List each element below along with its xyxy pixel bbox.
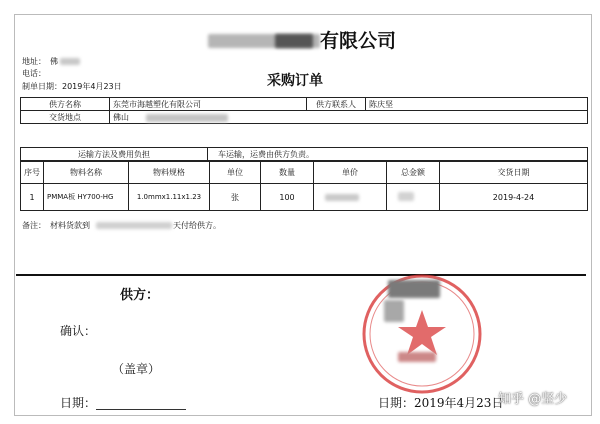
supplier-date-label: 日期： [60,396,97,410]
redacted-delivery-address [146,114,228,122]
col-total: 总金额 [387,162,440,184]
row-name: PMMA板 HY700-HG [44,184,129,211]
signature-separator [16,274,586,276]
supplier-date-line [96,409,186,410]
col-date: 交货日期 [440,162,588,184]
redacted-stamp-text [388,280,440,298]
supplier-sign-label: 供方： [120,288,160,303]
delivery-label: 交货地点 [21,111,110,124]
redacted-stamp-bottom [398,352,436,362]
supplier-name-value: 东莞市海越塑化有限公司 [110,98,307,111]
redacted-remark-days [96,222,172,229]
row-unit: 张 [210,184,261,211]
supplier-contact-value: 陈庆坚 [366,98,588,111]
supplier-name-label: 供方名称 [21,98,110,111]
redacted-stamp-text-2 [384,300,404,322]
row-spec: 1.0mmx1.11x1.23 [129,184,210,211]
col-spec: 物料规格 [129,162,210,184]
remark-label: 备注： [22,221,46,230]
order-date: 制单日期：2019年4月23日 [22,82,122,91]
redacted-total [398,192,414,201]
transport-value: 车运输，运费由供方负责。 [208,148,588,161]
col-no: 序号 [21,162,44,184]
watermark: 知乎 @坚少 [498,392,568,407]
doc-title: 采购订单 [267,73,323,89]
phone-label: 电话： [22,69,46,78]
redacted-company-name-dark [275,34,313,48]
supplier-info-table [20,97,588,124]
redacted-price [325,194,359,201]
col-price: 单价 [314,162,387,184]
confirm-label: 确认： [60,324,97,338]
address-label: 地址： [22,57,46,66]
col-name: 物料名称 [44,162,129,184]
col-unit: 单位 [210,162,261,184]
supplier-contact-label: 供方联系人 [307,98,366,111]
remark-text-start: 材料货款到 [50,221,90,230]
col-qty: 数量 [261,162,314,184]
row-qty: 100 [261,184,314,211]
table-row [21,184,588,211]
seal-label: （盖章） [112,362,161,376]
items-table [20,161,588,211]
items-header-row [21,162,588,184]
redacted-address [60,58,80,65]
transport-label: 运输方法及费用负担 [21,148,208,161]
row-no: 1 [21,184,44,211]
row-date: 2019-4-24 [440,184,588,211]
transport-table [20,147,588,161]
company-suffix: 有限公司 [320,30,397,52]
delivery-value-text: 佛山 [113,112,129,122]
address-value: 佛 [50,57,58,66]
buyer-date: 日期：2019年4月23日 [378,396,504,410]
remark-text-end: 天付给供方。 [173,221,221,230]
